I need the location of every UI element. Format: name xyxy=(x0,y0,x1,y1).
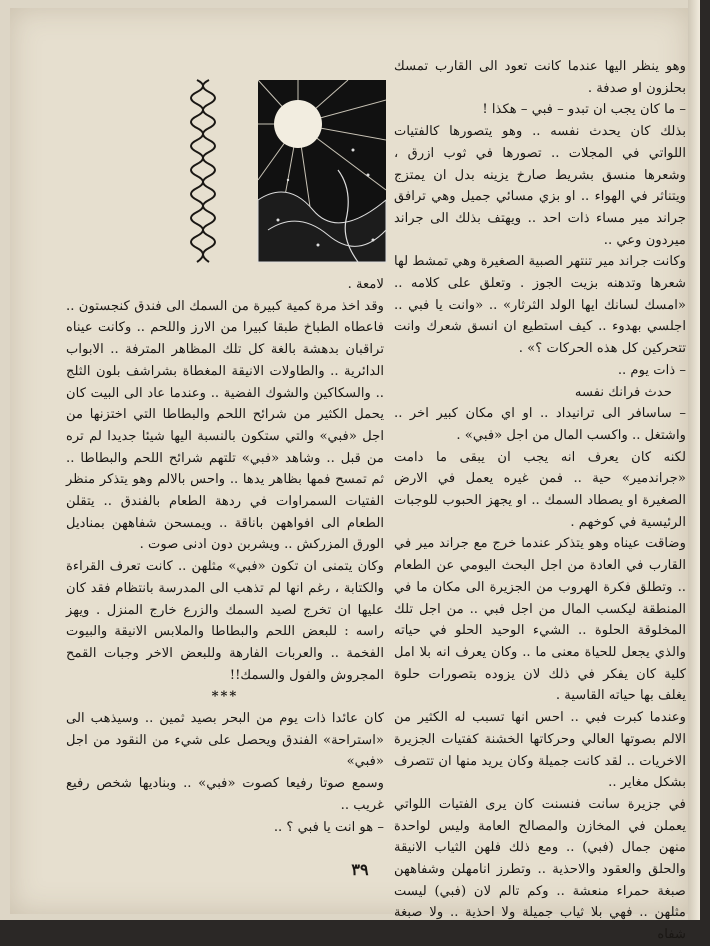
paragraph: في جزيرة سانت فنسنت كان يرى الفتيات اللواتي يعملن في المخازن والمصالح العامة وليس لواحدة منهن جمال (فبي) .. ومع ذلك فلهن الثياب الانيقة والحلق والعقود والاحذية .. وتطرز انامهلن وشفاههن صبغة حمراء منعشة .. وكم تالم لان (فبي) ليست مثلهن .. فهي بلا ثياب جميلة ولا احذية .. ولا صبغة شفاه xyxy=(394,796,686,943)
paragraph: لكنه كان يعرف انه يجب ان يبقى ما دامت «جراندمير» حية .. فمن غيره يعمل في الارض الصغيرة او يصطاد السمك .. او يجهز الحبوب للوجبات الرئيسية في كوخهم . xyxy=(394,449,686,530)
decorative-border-ornament xyxy=(192,80,214,262)
paragraph: – ساسافر الى ترانيداد .. او اي مكان كبير اخر .. واشتغل .. واكسب المال من اجل «فبي» . xyxy=(394,406,686,443)
sun-illustration xyxy=(258,80,386,262)
paragraph: – ما كان يجب ان تبدو – فبي – هكذا ! xyxy=(482,102,686,118)
paragraph: وضاقت عيناه وهو يتذكر عندما خرج مع جراند مير في القارب في العادة من اجل البحث اليومي عن الطعام .. وتطلق فكرة الهروب من الجزيرة الى مكان ما في المنطقة ليكسب المال من اجل فبي .. من اجل تلك المخلوقة الحلوة .. الشيء الوحيد الحلو في حياته والذي يجعل للحياة معنى ما .. وكان يعرف انه بلا امل كلية كان يفكر في ذلك لان يزوده بتصورات حلوة يغلف بها حياته القاسية . xyxy=(394,536,686,704)
paragraph: وقد اخذ مرة كمية كبيرة من السمك الى فندق كنجستون .. فاعطاه الطباخ طبقا كبيرا من الارز واللحم .. وكانت عيناه تراقبان بدهشة بالغة كل تلك المظاهر المترفة .. الابواب الدائرية .. والطاولات الانيقة المغطاة بشراشف بلون الثلج .. والسكاكين والشوك الفضية .. وعندما عاد الى البيت كان يحمل الكثير من شرائح اللحم والبطاطا التي اختزنها من اجل «فبي» والتي ستكون بالنسبة اليها شيئا جديدا لم تره من قبل .. وشاهد «فبي» تلتهم شرائح اللحم والبطاطا .. ثم تمسح فمها بظاهر يدها .. واحس بالالم وهو يتذكر منظر الفتيات السمراوات في ردهة الطعام بالفندق .. يتقلن الطعام الى افواههن باناقة .. ويمسحن شفاههن بمناديل الورق المزركش .. ويشربن دون ادنى صوت . xyxy=(66,298,384,553)
paragraph: – هو انت يا فبي ؟ .. xyxy=(273,819,384,835)
paper-sheet xyxy=(10,8,690,943)
paragraph: وهو ينظر اليها عندما كانت تعود الى القارب تمسك بحلزون او صدفة . xyxy=(394,59,686,96)
paragraph: وعندما كبرت فبي .. احس انها تسبب له الكثير من الالم بصوتها العالي وحركاتها الخشنة كفتيات الجزيرة الاخريات .. لقد كانت جميلة وكان يريد منها ان تتصرف بشكل مغاير .. xyxy=(394,710,686,791)
paragraph: وسمع صوتا رفيعا كصوت «فبي» .. وبناديها شخص رفيع غريب .. xyxy=(66,776,384,813)
section-separator: *** xyxy=(211,689,239,705)
paragraph: – ذات يوم .. xyxy=(617,362,686,378)
paragraph: بذلك كان يحدث نفسه .. وهو يتصورها كالفتيات اللواتي في المجلات .. تصورها في ثوب ازرق ، وشعرها منسق بشريط صارخ يزينه بدل ان يمتزج ويتناثر في الهواء .. او بزي مسائي جميل وهي ترافق جراند مير مساء ذات احد .. ويهتف بذلك الى جراند ميردون وعي .. xyxy=(394,124,686,248)
paragraph: وكان يتمنى ان تكون «فبي» مثلهن .. كانت تعرف القراءة والكتابة ، رغم انها لم تذهب الى المدرسة بانتظام فقد كان عليها ان تخرج لصيد السمك والزرع خارج المنزل . ويهز راسه : للبعض اللحم والبطاطا والملابس الانيقة والبيوت الفخمة .. والعربات الفارهة وللبعض الاخر وجبات القمح المجروش والفول والسمك!! xyxy=(66,559,384,683)
paragraph: حدث فرانك نفسه xyxy=(574,384,672,400)
paragraph: لامعة . xyxy=(347,277,384,292)
scan-edge xyxy=(688,0,700,920)
page-number: ٣٩ xyxy=(351,860,369,879)
paragraph: وكانت جراند مير تنتهر الصبية الصغيرة وهي تمشط لها شعرها وتدهنه بزيت الجوز . وتعلق على كلامه .. «امسك لسانك ايها الولد الثرثار» .. «وانت يا فبي .. اجلسي بهدوء .. كيف استطيع ان انسق شعرك وانت تتحركين كل هذه الحركات ؟» . xyxy=(394,254,686,357)
paragraph: كان عائدا ذات يوم من البحر بصيد ثمين .. وسيذهب الى «استراحة» الفندق ويحصل على شيء من النقود من اجل «فبي» xyxy=(66,711,384,770)
right-text-column xyxy=(394,56,686,946)
left-text-column xyxy=(66,274,384,838)
